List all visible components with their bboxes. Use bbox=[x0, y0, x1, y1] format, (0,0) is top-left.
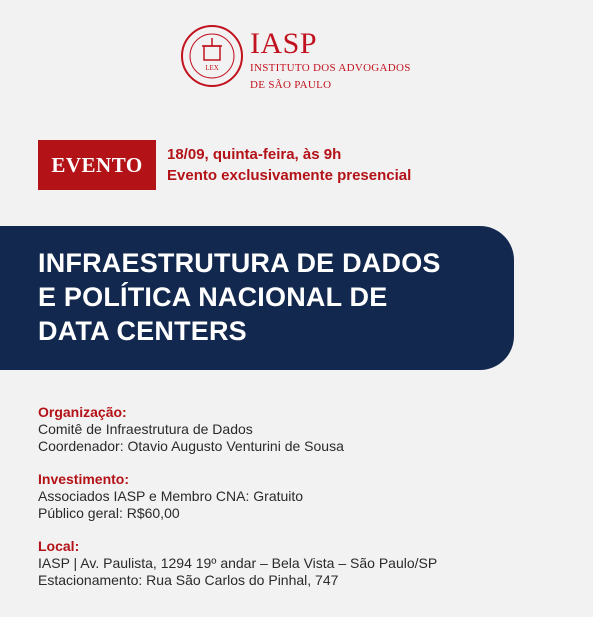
event-title bbox=[38, 246, 441, 348]
investimento-section bbox=[38, 471, 437, 522]
title-line3: DATA CENTERS bbox=[38, 316, 247, 346]
investimento-line1: Associados IASP e Membro CNA: Gratuito bbox=[38, 488, 304, 504]
event-tag: EVENTO bbox=[38, 140, 156, 190]
event-date: 18/09, quinta-feira, às 9h bbox=[167, 146, 342, 163]
organizacao-line1: Comitê de Infraestrutura de Dados bbox=[38, 421, 253, 437]
svg-text:LEX: LEX bbox=[205, 64, 219, 72]
local-section bbox=[38, 538, 437, 589]
local-label: Local: bbox=[38, 538, 80, 554]
brand-name-line1: INSTITUTO DOS ADVOGADOS bbox=[250, 62, 411, 74]
organizacao-line2: Coordenador: Otavio Augusto Venturini de Sousa bbox=[38, 438, 344, 454]
local-line1: IASP | Av. Paulista, 1294 19º andar – Bela Vista – São Paulo/SP bbox=[38, 555, 438, 571]
event-info bbox=[167, 144, 411, 186]
local-line2: Estacionamento: Rua São Carlos do Pinhal, 747 bbox=[38, 572, 339, 588]
event-mode: Evento exclusivamente presencial bbox=[167, 167, 412, 184]
brand-abbreviation: IASP bbox=[250, 27, 318, 60]
investimento-label: Investimento: bbox=[38, 471, 130, 487]
iasp-seal-icon bbox=[180, 24, 244, 88]
organizacao-section bbox=[38, 404, 437, 455]
title-banner bbox=[0, 226, 514, 370]
title-line2: E POLÍTICA NACIONAL DE bbox=[38, 282, 388, 312]
iasp-brand bbox=[250, 27, 411, 92]
organizacao-label: Organização: bbox=[38, 404, 127, 420]
investimento-line2: Público geral: R$60,00 bbox=[38, 505, 180, 521]
brand-name-line2: DE SÃO PAULO bbox=[250, 79, 332, 91]
iasp-logo bbox=[180, 24, 430, 104]
event-details bbox=[38, 404, 437, 605]
title-line1: INFRAESTRUTURA DE DADOS bbox=[38, 248, 441, 278]
